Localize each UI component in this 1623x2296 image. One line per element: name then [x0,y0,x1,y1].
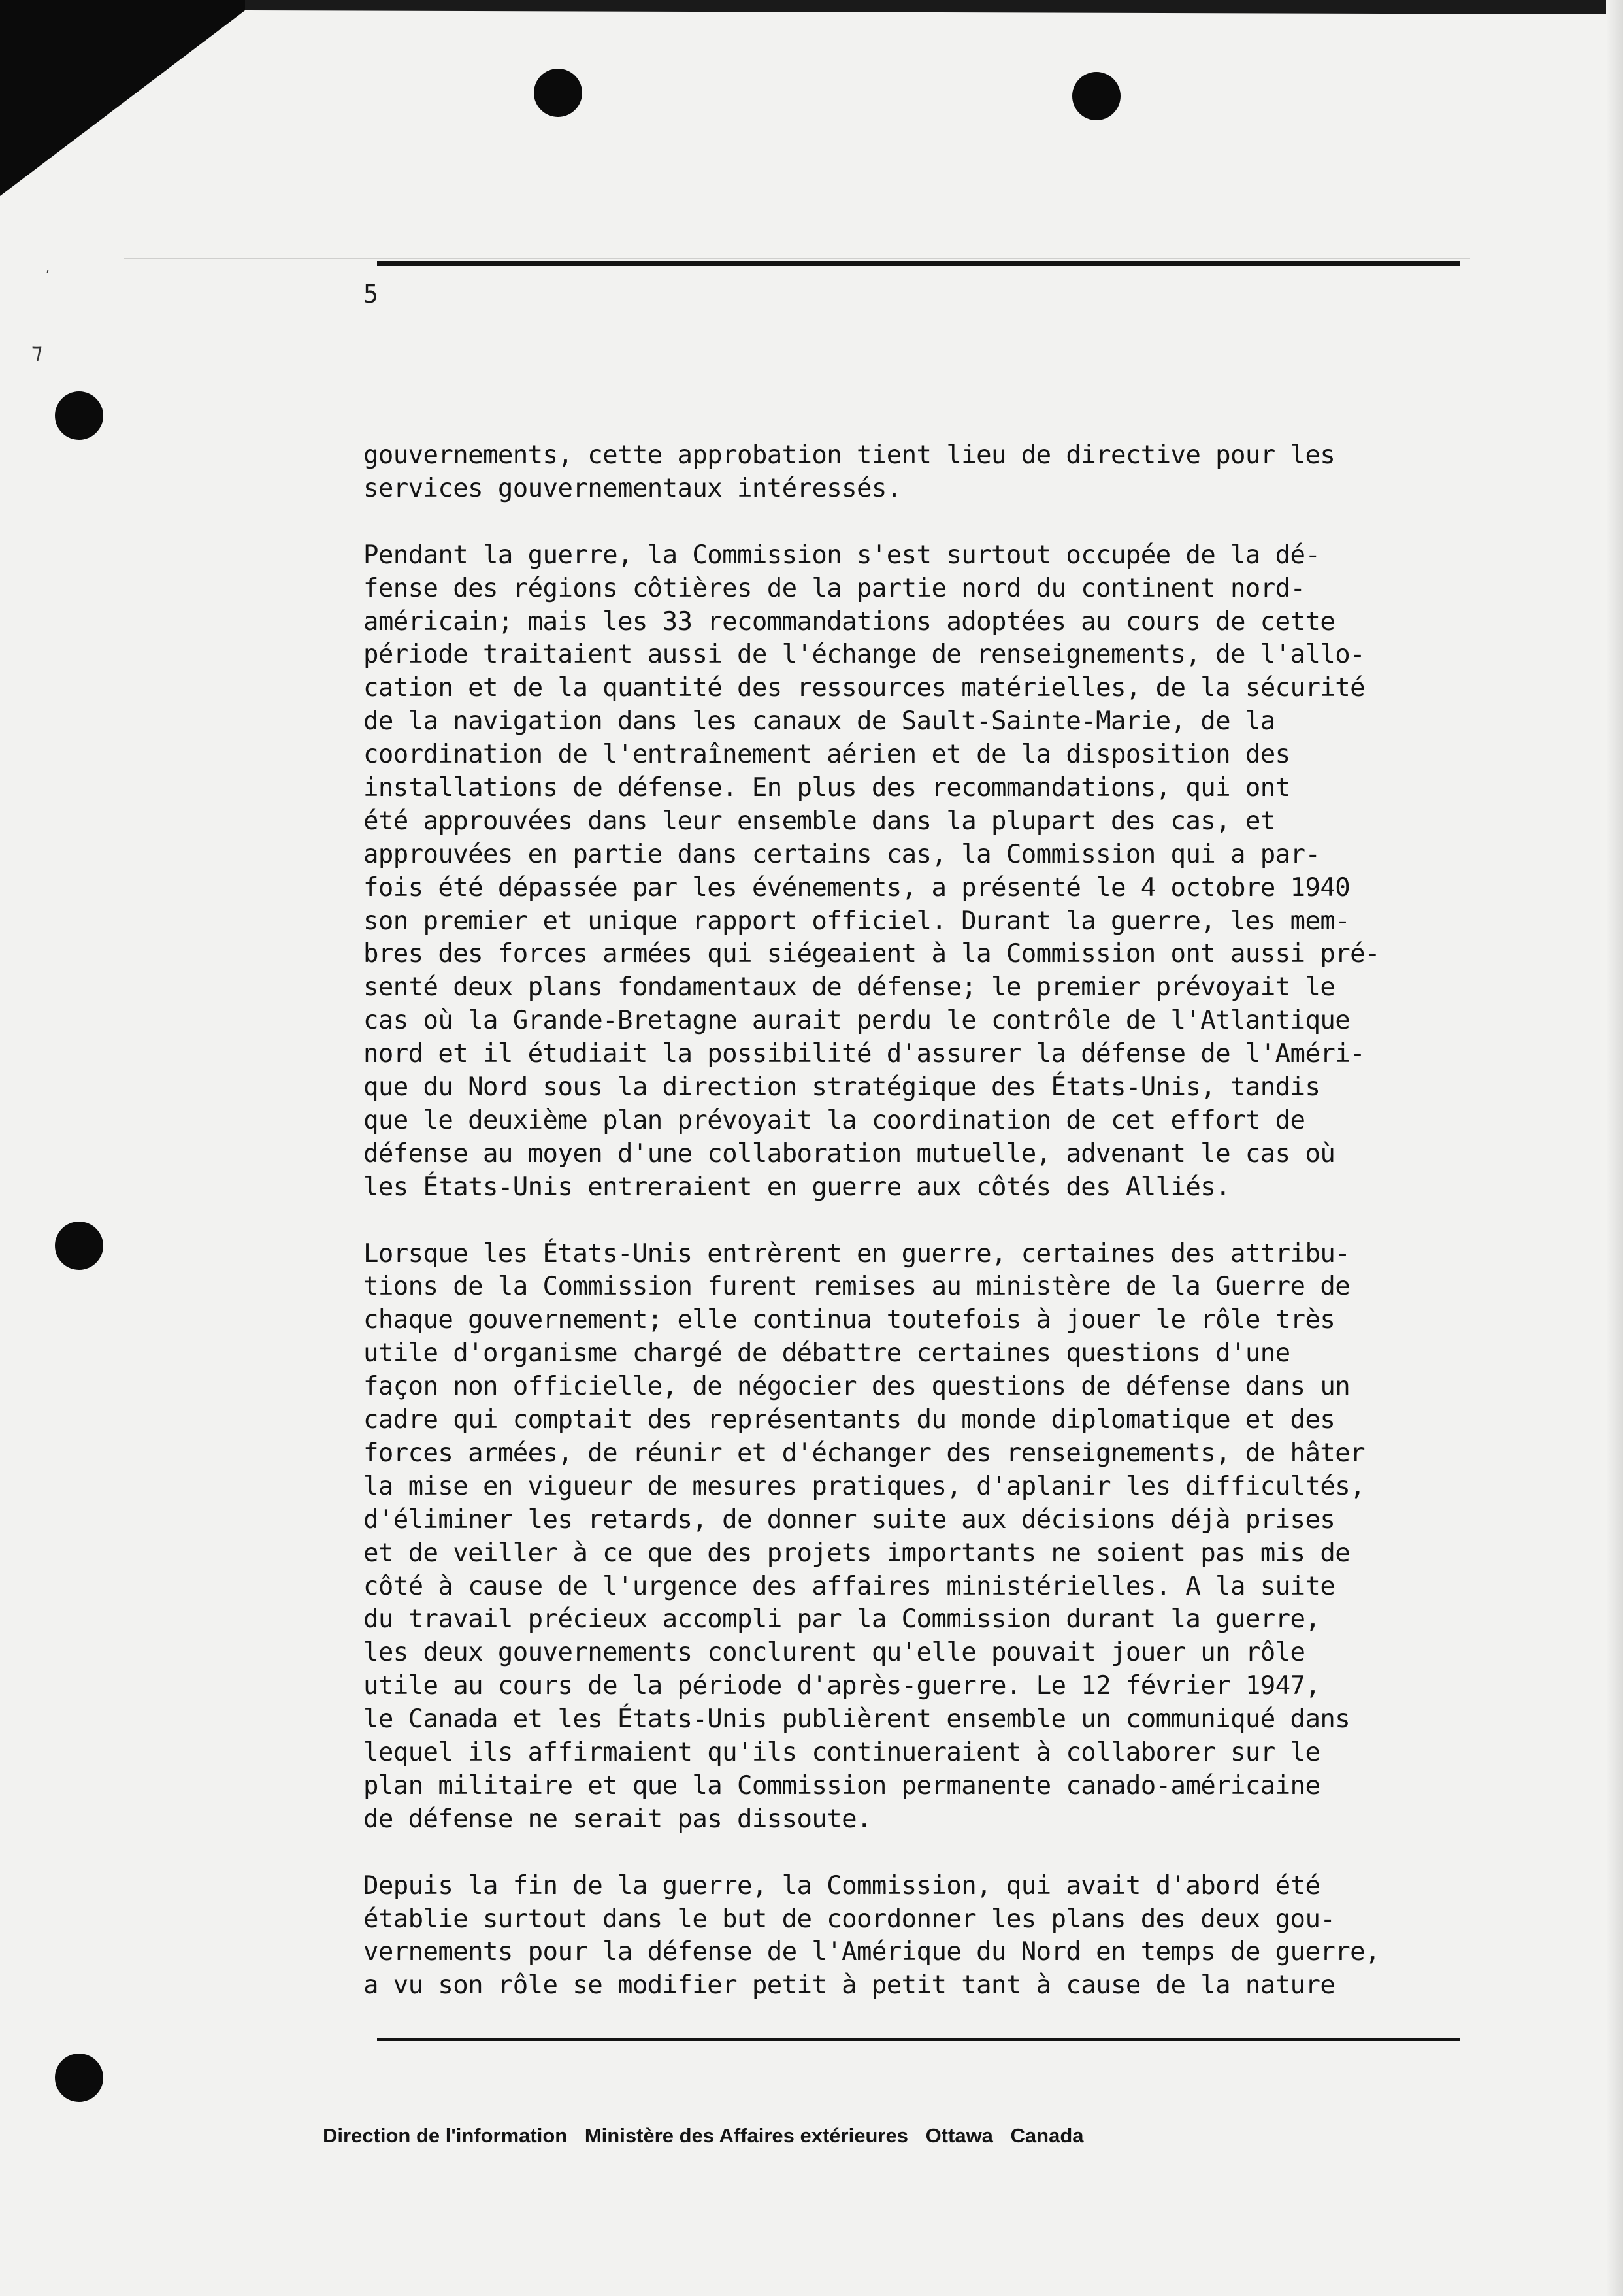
text-line: chaque gouvernement; elle continua toutefois à jouer le rôle très [363,1305,1336,1335]
text-line: services gouvernementaux intéressés. [363,473,902,503]
punch-hole-margin-2 [55,1222,103,1270]
text-line: et de veiller à ce que des projets importants ne soient pas mis de [363,1538,1351,1568]
text-line: nord et il étudiait la possibilité d'assurer la défense de l'Améri- [363,1039,1365,1069]
footer-city: Ottawa [925,2124,993,2147]
text-line: les deux gouvernements conclurent qu'elle pouvait jouer un rôle [363,1638,1305,1668]
text-line: forces armées, de réunir et d'échanger des renseignements, de hâter [363,1438,1365,1468]
text-line: côté à cause de l'urgence des affaires ministérielles. A la suite [363,1571,1336,1601]
text-line: Depuis la fin de la guerre, la Commission, qui avait d'abord été [363,1871,1320,1901]
text-line: du travail précieux accompli par la Commission durant la guerre, [363,1605,1320,1635]
paragraph [363,439,1474,506]
text-line: cation et de la quantité des ressources matérielles, de la sécurité [363,673,1365,703]
text-line: établie surtout dans le but de coordonner les plans des deux gou- [363,1904,1336,1934]
text-line: utile au cours de la période d'après-guerre. Le 12 février 1947, [363,1671,1320,1701]
text-line: utile d'organisme chargé de débattre certaines questions d'une [363,1339,1290,1369]
text-line: lequel ils affirmaient qu'ils continueraient à collaborer sur le [363,1737,1320,1767]
text-line: cas où la Grande-Bretagne aurait perdu le contrôle de l'Atlantique [363,1006,1351,1036]
text-line: plan militaire et que la Commission permanente canado-américaine [363,1771,1320,1801]
text-line: installations de défense. En plus des recommandations, qui ont [363,773,1290,803]
footer [323,2123,1096,2149]
paragraph [363,1870,1474,2003]
footer-ministry: Ministère des Affaires extérieures [584,2124,908,2147]
text-line: fense des régions côtières de la partie nord du continent nord- [363,573,1305,603]
text-line: de défense ne serait pas dissoute. [363,1804,872,1834]
footer-department: Direction de l'information [323,2124,568,2147]
body-text [363,439,1474,2036]
text-line: été approuvées dans leur ensemble dans la plupart des cas, et [363,806,1275,836]
page-number: 5 [363,280,378,308]
text-line: défense au moyen d'une collaboration mutuelle, advenant le cas où [363,1139,1336,1169]
header-rule [377,261,1460,266]
scanner-background-corner [0,0,1623,196]
text-line: gouvernements, cette approbation tient lieu de directive pour les [363,441,1336,470]
punch-hole-top-left [534,69,582,117]
text-line: cadre qui comptait des représentants du monde diplomatique et des [363,1405,1336,1435]
paragraph [363,1238,1474,1837]
bleed-through-rule [124,258,1470,259]
text-line: que du Nord sous la direction stratégique des États-Unis, tandis [363,1073,1320,1103]
footer-rule [377,2038,1460,2041]
footer-country: Canada [1010,2124,1084,2147]
text-line: coordination de l'entraînement aérien et de la disposition des [363,740,1290,770]
text-line: a vu son rôle se modifier petit à petit tant à cause de la nature [363,1971,1336,2001]
page-right-edge-shadow [1606,0,1623,2296]
text-line: de la navigation dans les canaux de Sault-Sainte-Marie, de la [363,707,1275,737]
text-line: la mise en vigueur de mesures pratiques, d'aplanir les difficultés, [363,1471,1365,1501]
punch-hole-margin-3 [55,2054,103,2102]
text-line: approuvées en partie dans certains cas, la Commission qui a par- [363,839,1320,869]
text-line: le Canada et les États-Unis publièrent ensemble un communiqué dans [363,1705,1351,1735]
text-line: Lorsque les États-Unis entrèrent en guerre, certaines des attribu- [363,1239,1351,1269]
text-line: fois été dépassée par les événements, a présenté le 4 octobre 1940 [363,873,1351,903]
punch-hole-margin-1 [55,391,103,440]
text-line: d'éliminer les retards, de donner suite aux décisions déjà prises [363,1505,1336,1535]
margin-speck-1: ’ [46,268,50,282]
margin-speck-2: ⁊ [31,339,42,365]
text-line: les États-Unis entreraient en guerre aux côtés des Alliés. [363,1172,1231,1202]
text-line: période traitaient aussi de l'échange de renseignements, de l'allo- [363,640,1365,670]
text-line: façon non officielle, de négocier des questions de défense dans un [363,1372,1351,1402]
text-line: bres des forces armées qui siégeaient à la Commission ont aussi pré- [363,939,1380,969]
text-line: tions de la Commission furent remises au ministère de la Guerre de [363,1272,1351,1302]
paragraph [363,539,1474,1205]
text-line: Pendant la guerre, la Commission s'est surtout occupée de la dé- [363,540,1320,570]
text-line: que le deuxième plan prévoyait la coordination de cet effort de [363,1105,1305,1135]
punch-hole-top-right [1072,72,1121,120]
text-line: son premier et unique rapport officiel. Durant la guerre, les mem- [363,906,1351,936]
text-line: américain; mais les 33 recommandations adoptées au cours de cette [363,607,1336,637]
text-line: senté deux plans fondamentaux de défense; le premier prévoyait le [363,973,1336,1003]
text-line: vernements pour la défense de l'Amérique du Nord en temps de guerre, [363,1937,1380,1967]
